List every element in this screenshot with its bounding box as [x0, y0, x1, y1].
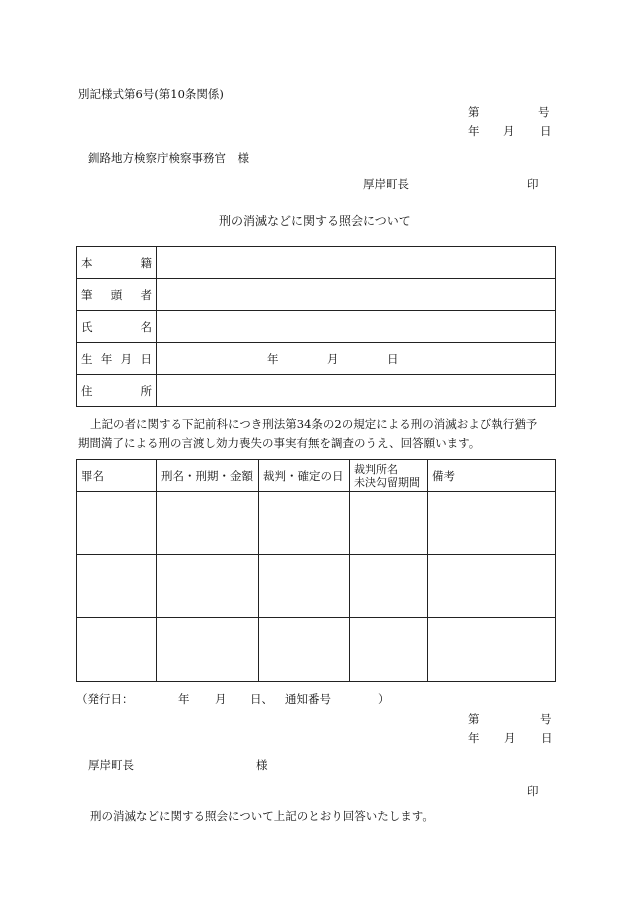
record-cell[interactable]: [157, 618, 259, 682]
record-row: [77, 492, 556, 555]
value-jusho[interactable]: [157, 375, 556, 407]
header-court-line2: 未決勾留期間: [354, 475, 420, 489]
record-cell[interactable]: [77, 555, 157, 618]
paragraph-line2: 期間満了による刑の言渡し効力喪失の事実有無を調査のうえ、回答願います。: [78, 436, 481, 450]
record-cell[interactable]: [428, 555, 556, 618]
record-cell[interactable]: [350, 555, 428, 618]
month-label: 月: [503, 124, 515, 138]
issue-notice-number: 通知番号: [285, 692, 331, 706]
seal-mark: 印: [527, 177, 539, 191]
year-label: 年: [468, 124, 480, 138]
label-jusho: 住 所: [77, 375, 157, 407]
label-shimei: 氏 名: [77, 311, 157, 343]
issue-month: 月: [215, 692, 227, 706]
record-cell[interactable]: [350, 618, 428, 682]
reply-addressee: 厚岸町長: [88, 758, 134, 772]
addressee: 釧路地方検察庁検察事務官 様: [88, 151, 249, 165]
record-cell[interactable]: [157, 555, 259, 618]
header-court-line1: 裁判所名: [354, 462, 398, 476]
issue-close: ）: [378, 692, 390, 706]
header-saiban: 裁判・確定の日: [259, 460, 350, 492]
record-cell[interactable]: [77, 618, 157, 682]
reply-seal: 印: [527, 784, 539, 798]
reply-dai: 第: [468, 712, 480, 726]
reply-go: 号: [540, 712, 552, 726]
issue-year: 年: [178, 692, 190, 706]
go-label: 号: [538, 105, 550, 119]
value-birthdate[interactable]: [157, 343, 556, 375]
birth-month-label: 月: [327, 352, 339, 366]
issue-open: （発行日：: [76, 692, 134, 706]
form-label: 別記様式第6号(第10条関係): [78, 87, 224, 101]
record-cell[interactable]: [259, 492, 350, 555]
issue-day: 日、: [250, 692, 273, 706]
record-cell[interactable]: [77, 492, 157, 555]
header-keimei: 刑名・刑期・金額: [157, 460, 259, 492]
header-zaimei: 罪名: [77, 460, 157, 492]
value-hittousha[interactable]: [157, 279, 556, 311]
label-honseki: 本 籍: [77, 247, 157, 279]
reply-year: 年: [468, 731, 480, 745]
record-cell[interactable]: [259, 555, 350, 618]
day-label: 日: [540, 124, 552, 138]
record-cell[interactable]: [428, 492, 556, 555]
value-shimei[interactable]: [157, 311, 556, 343]
record-row: [77, 618, 556, 682]
value-honseki[interactable]: [157, 247, 556, 279]
reply-sama: 様: [256, 758, 268, 772]
dai-label: 第: [468, 105, 480, 119]
reply-closing: 刑の消滅などに関する照会について上記のとおり回答いたします。: [90, 809, 434, 823]
record-cell[interactable]: [350, 492, 428, 555]
sender: 厚岸町長: [363, 177, 409, 191]
paragraph-line1: 上記の者に関する下記前科につき刑法第34条の2の規定による刑の消滅および執行猶予: [90, 417, 538, 431]
birth-year-label: 年: [267, 352, 279, 366]
record-cell[interactable]: [157, 492, 259, 555]
record-table: [76, 459, 556, 682]
reply-month: 月: [504, 731, 516, 745]
label-hittousha: 筆 頭 者: [77, 279, 157, 311]
label-birthdate: 生 年 月 日: [77, 343, 157, 375]
birth-day-label: 日: [387, 352, 399, 366]
reply-day: 日: [541, 731, 553, 745]
record-cell[interactable]: [428, 618, 556, 682]
record-cell[interactable]: [259, 618, 350, 682]
record-row: [77, 555, 556, 618]
document-title: 刑の消滅などに関する照会について: [219, 214, 411, 228]
person-table: [76, 246, 556, 407]
header-bikou: 備考: [428, 460, 556, 492]
header-court: [350, 460, 428, 492]
